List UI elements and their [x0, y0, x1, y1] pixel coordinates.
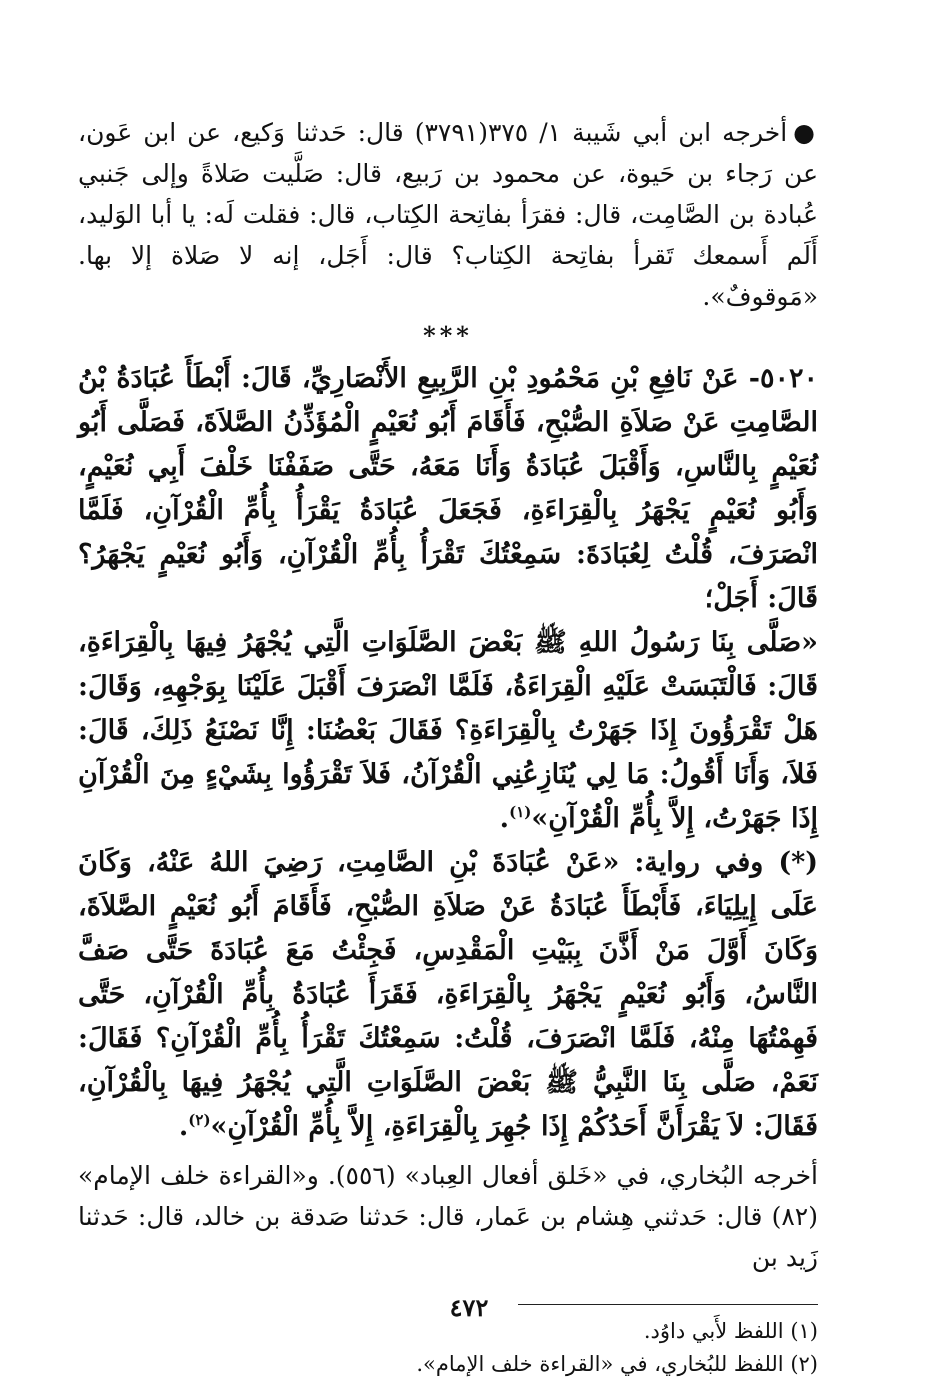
hadith-quote-text: «صَلَّى بِنَا رَسُولُ اللهِ ﷺ بَعْضَ الصَّلَوَاتِ الَّتِي يُجْهَرُ فِيهَا بِالْقِرَاءَةِ، قَالَ: فَالْتَبَسَتْ عَلَيْهِ الْقِرَاءَةُ، فَلَمَّا انْصَرَفَ أَقْبَلَ عَلَيْنَا بِوَجْهِهِ، وَقَالَ: هَلْ تَقْرَؤُونَ إِذَا جَهَرْتُ بِالْقِرَاءَةِ؟ فَقَالَ بَعْضُنَا: إِنَّا نَصْنَعُ ذَلِكَ، قَالَ: فَلاَ، وَأَنَا أَقُولُ: مَا لِي يُنَازِعُنِي الْقُرْآنُ، فَلاَ تَقْرَؤُوا بِشَيْءٍ مِنَ الْقُرْآنِ إِذَا جَهَرْتُ، إِلاَّ بِأُمِّ الْقُرْآنِ» [78, 627, 818, 834]
variant-prefix: (*) وفي رواية: [634, 847, 818, 878]
page-number: ٤٧٢ [449, 1293, 489, 1322]
intro-paragraph [78, 112, 818, 317]
section-separator: *** [423, 321, 473, 350]
bullet-icon: ● [793, 118, 818, 147]
takhrij-text: أخرجه البُخاري، في «خَلق أفعال العِباد» (٥٥٦). و«القراءة خلف الإمام» (٨٢) قال: حَدثني هِشام بن عَمار، قال: حَدثنا صَدقة بن خالد، قال: حَدثنا زَيد بن [78, 1161, 818, 1272]
footnote-1: (١) اللفظ لأَبي داوُد. [643, 1319, 818, 1343]
hadith-main-paragraph [78, 357, 818, 621]
hadith-main-text: عَنْ نَافِعِ بْنِ مَحْمُودِ بْنِ الرَّبِيعِ الأَنْصَارِيِّ، قَالَ: أَبْطَأَ عُبَادَةُ بْنُ الصَّامِتِ عَنْ صَلاَةِ الصُّبْحِ، فَأَقَامَ أَبُو نُعَيْمٍ الْمُؤَذِّنُ الصَّلاَةَ، فَصَلَّى أَبُو نُعَيْمٍ بِالنَّاسِ، وَأَقْبَلَ عُبَادَةُ وَأَنَا مَعَهُ، حَتَّى صَفَفْنَا خَلْفَ أَبِي نُعَيْمٍ، وَأَبُو نُعَيْمٍ يَجْهَرُ بِالْقِرَاءَةِ، فَجَعَلَ عُبَادَةُ يَقْرَأُ بِأُمِّ الْقُرْآنِ، فَلَمَّا انْصَرَفَ، قُلْتُ لِعُبَادَةَ: سَمِعْتُكَ تَقْرَأُ بِأُمِّ الْقُرْآنِ، وَأَبُو نُعَيْمٍ يَجْهَرُ؟ قَالَ: أَجَلْ؛ [78, 363, 818, 614]
hadith-number: ٥٠٢٠- [748, 363, 818, 394]
footnote-ref-1: (١) [509, 803, 532, 821]
hadith-variant-paragraph: (*) وفي رواية: «عَنْ عُبَادَةَ بْنِ الصَّامِتِ، رَضِيَ اللهُ عَنْهُ، وَكَانَ عَلَى إِيلِيَاءَ، فَأَبْطَأَ عُبَادَةُ عَنْ صَلاَةِ الصُّبْحِ، فَأَقَامَ أَبُو نُعَيْمٍ الصَّلاَةَ، وَكَانَ أَوَّلَ مَنْ أَذَّنَ بِبَيْتِ الْمَقْدِسِ، فَجِئْتُ مَعَ عُبَادَةَ حَتَّى صَفَّ النَّاسُ، وَأَبُو نُعَيْمٍ يَجْهَرُ بِالْقِرَاءَةِ، فَقَرَأَ عُبَادَةُ بِأُمِّ الْقُرْآنِ، حَتَّى فَهِمْتُهَا مِنْهُ، فَلَمَّا انْصَرَفَ، قُلْتُ: سَمِعْتُكَ تَقْرَأُ بِأُمِّ الْقُرْآنِ؟ فَقَالَ: نَعَمْ، صَلَّى بِنَا النَّبِيُّ ﷺ بَعْضَ الصَّلَوَاتِ الَّتِي يُجْهَرُ فِيهَا بِالْقُرْآنِ، فَقَالَ: لاَ يَقْرَأَنَّ أَحَدُكُمْ إِذَا جُهِرَ بِالْقِرَاءَةِ، إِلاَّ بِأُمِّ الْقُرْآنِ»$^{(٢)}$. [78, 847, 818, 1142]
intro-text: أخرجه ابن أبي شَيبة ١/ ٣٧٥(٣٧٩١) قال: حَدثنا وَكيع، عن ابن عَون، عن رَجاء بن حَيوة، عن محمود بن رَبيع، قال: صَلَّيت صَلاةً وإلى جَنبي عُبادة بن الصَّامِت، قال: فقرَأ بفاتِحة الكِتاب، قال: فقلت لَه: يا أبا الوَليد، أَلَم أَسمعك تَقرأ بفاتِحة الكِتاب؟ قال: أَجَل، إنه لا صَلاة إلا بها. «مَوقوفٌ». [78, 118, 818, 311]
footnote-ref-2: (٢) [188, 1111, 211, 1129]
hadith-quote-paragraph: «صَلَّى بِنَا رَسُولُ اللهِ ﷺ بَعْضَ الصَّلَوَاتِ الَّتِي يُجْهَرُ فِيهَا بِالْقِرَاءَةِ، قَالَ: فَالْتَبَسَتْ عَلَيْهِ الْقِرَاءَةُ، فَلَمَّا انْصَرَفَ أَقْبَلَ عَلَيْنَا بِوَجْهِهِ، وَقَالَ: هَلْ تَقْرَؤُونَ إِذَا جَهَرْتُ بِالْقِرَاءَةِ؟ فَقَالَ بَعْضُنَا: إِنَّا نَصْنَعُ ذَلِكَ، قَالَ: فَلاَ، وَأَنَا أَقُولُ: مَا لِي يُنَازِعُنِي الْقُرْآنُ، فَلاَ تَقْرَؤُوا بِشَيْءٍ مِنَ الْقُرْآنِ إِذَا جَهَرْتُ، إِلاَّ بِأُمِّ الْقُرْآنِ»$^{(١)}$. [78, 627, 818, 834]
variant-text: «عَنْ عُبَادَةَ بْنِ الصَّامِتِ، رَضِيَ اللهُ عَنْهُ، وَكَانَ عَلَى إِيلِيَاءَ، فَأَبْطَأَ عُبَادَةُ عَنْ صَلاَةِ الصُّبْحِ، فَأَقَامَ أَبُو نُعَيْمٍ الصَّلاَةَ، وَكَانَ أَوَّلَ مَنْ أَذَّنَ بِبَيْتِ الْمَقْدِسِ، فَجِئْتُ مَعَ عُبَادَةَ حَتَّى صَفَّ النَّاسُ، وَأَبُو نُعَيْمٍ يَجْهَرُ بِالْقِرَاءَةِ، فَقَرَأَ عُبَادَةُ بِأُمِّ الْقُرْآنِ، حَتَّى فَهِمْتُهَا مِنْهُ، فَلَمَّا انْصَرَفَ، قُلْتُ: سَمِعْتُكَ تَقْرَأُ بِأُمِّ الْقُرْآنِ؟ فَقَالَ: نَعَمْ، صَلَّى بِنَا النَّبِيُّ ﷺ بَعْضَ الصَّلَوَاتِ الَّتِي يُجْهَرُ فِيهَا بِالْقُرْآنِ، فَقَالَ: لاَ يَقْرَأَنَّ أَحَدُكُمْ إِذَا جُهِرَ بِالْقِرَاءَةِ، إِلاَّ بِأُمِّ الْقُرْآنِ» [78, 847, 818, 1142]
footnote-2: (٢) اللفظ للبُخاري، في «القراءة خلف الإمام». [416, 1352, 818, 1376]
takhrij-paragraph [78, 1155, 818, 1278]
